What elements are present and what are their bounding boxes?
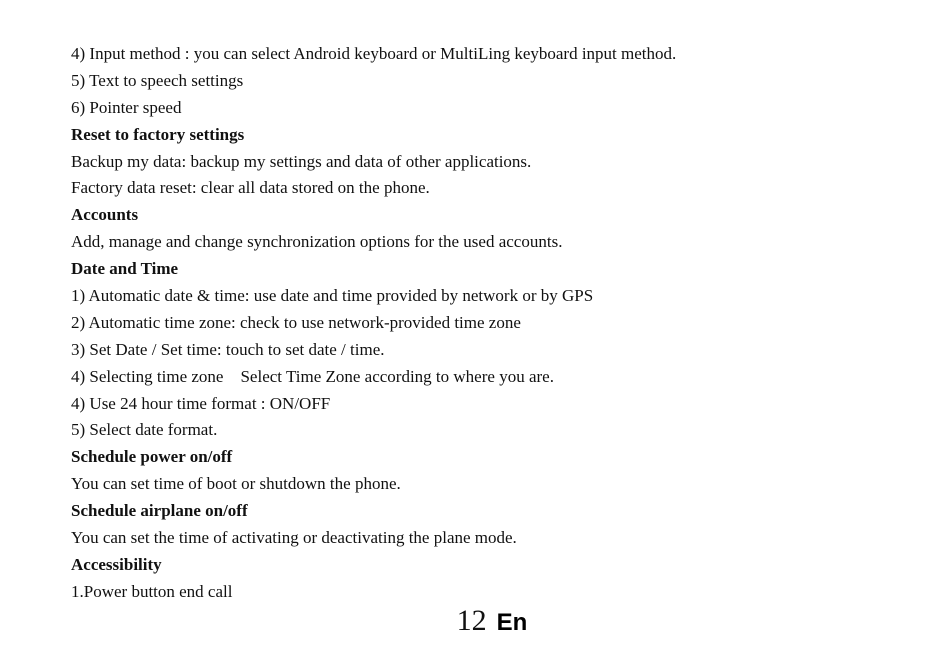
body-text-line: 5) Text to speech settings bbox=[71, 70, 244, 90]
body-text-line: 5) Select date format. bbox=[71, 420, 218, 440]
body-text-line: 4) Use 24 hour time format : ON/OFF bbox=[71, 393, 331, 413]
section-heading: Schedule power on/off bbox=[71, 447, 233, 467]
body-text-line: 6) Pointer speed bbox=[71, 97, 182, 117]
section-heading: Accessibility bbox=[71, 554, 162, 574]
section-heading: Date and Time bbox=[71, 259, 179, 279]
page-number: 12 bbox=[456, 604, 487, 637]
body-text-line: 4) Input method : you can select Android keyboard or MultiLing keyboard input method. bbox=[71, 44, 677, 63]
body-text-line: 3) Set Date / Set time: touch to set date / time. bbox=[71, 339, 385, 359]
page-footer bbox=[0, 603, 950, 639]
body-text-line: 2) Automatic time zone: check to use network-provided time zone bbox=[71, 312, 521, 332]
body-text-line: You can set time of boot or shutdown the phone. bbox=[71, 474, 401, 494]
page-content bbox=[71, 41, 931, 606]
body-text-line: Backup my data: backup my settings and data of other applications. bbox=[71, 151, 532, 171]
body-text-line: Add, manage and change synchronization options for the used accounts. bbox=[71, 232, 563, 252]
body-text-line: You can set the time of activating or deactivating the plane mode. bbox=[71, 528, 517, 548]
body-text-line: 4) Selecting time zone Select Time Zone according to where you are. bbox=[71, 366, 554, 386]
language-tag: En bbox=[496, 609, 528, 636]
section-heading: Reset to factory settings bbox=[71, 124, 245, 144]
body-text-line: Factory data reset: clear all data stored on the phone. bbox=[71, 178, 430, 198]
body-text-line: 1.Power button end call bbox=[71, 581, 233, 601]
section-heading: Schedule airplane on/off bbox=[71, 501, 248, 521]
section-heading: Accounts bbox=[71, 205, 139, 225]
body-text-line: 1) Automatic date & time: use date and time provided by network or by GPS bbox=[71, 286, 594, 306]
